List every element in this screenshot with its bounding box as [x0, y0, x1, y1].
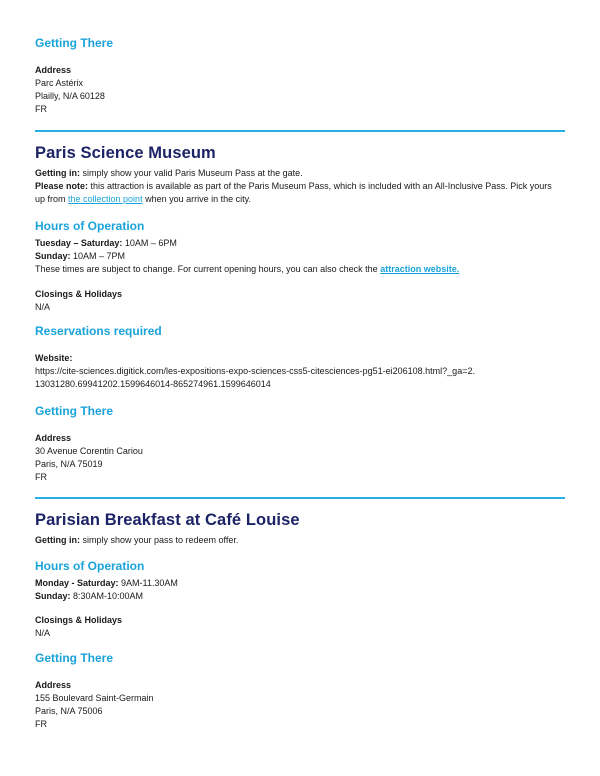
- address-line-1: 30 Avenue Corentin Cariou: [35, 446, 143, 456]
- hours-days: Sunday:: [35, 591, 71, 601]
- please-note-line: [35, 180, 552, 193]
- hours-heading: Hours of Operation: [35, 219, 145, 233]
- address-line-3: FR: [35, 719, 47, 729]
- address-line-2: Paris, N/A 75019: [35, 459, 103, 469]
- address-line-1: Parc Astérix: [35, 78, 84, 88]
- hours-days: Tuesday – Saturday:: [35, 238, 123, 248]
- hours-row: [35, 237, 177, 250]
- section-title-cafe-louise: Parisian Breakfast at Café Louise: [35, 511, 300, 529]
- address-line-2: Paris, N/A 75006: [35, 706, 103, 716]
- address-line-2: Plailly, N/A 60128: [35, 91, 105, 101]
- hours-time: 10AM – 6PM: [122, 238, 177, 248]
- getting-in-text: simply show your valid Paris Museum Pass at the gate.: [80, 168, 303, 178]
- please-note-label: Please note:: [35, 181, 89, 191]
- address-line-3: FR: [35, 472, 47, 482]
- hours-days: Monday - Saturday:: [35, 578, 119, 588]
- hours-row: [35, 577, 178, 590]
- hours-time: 9AM-11.30AM: [118, 578, 178, 588]
- website-url-line-1: https://cite-sciences.digitick.com/les-expositions-expo-sciences-css5-citesciences-pg51-ei206108.html?_ga=2.: [35, 366, 475, 376]
- address-line-1: 155 Boulevard Saint-Germain: [35, 693, 154, 703]
- website-url-line-2: 13031280.69941202.1599646014-865274961.1599646014: [35, 379, 271, 389]
- note-text-start: up from: [35, 194, 69, 204]
- hours-row: [35, 250, 125, 263]
- hours-time: 8:30AM-10:00AM: [70, 591, 144, 601]
- hours-row: [35, 590, 143, 603]
- collection-point-link[interactable]: the collection point: [68, 194, 143, 204]
- hours-days: Sunday:: [35, 251, 71, 261]
- attraction-website-link[interactable]: attraction website.: [380, 264, 460, 274]
- getting-in-line: [35, 534, 238, 547]
- please-note-text: this attraction is available as part of the Paris Museum Pass, which is included with an All-Inclusive Pass. Pick yours: [88, 181, 552, 191]
- hours-note-line: [35, 263, 459, 276]
- closings-value: N/A: [35, 302, 51, 312]
- website-label: Website:: [35, 353, 73, 363]
- getting-in-label: Getting in:: [35, 168, 80, 178]
- closings-value: N/A: [35, 628, 51, 638]
- getting-there-heading: Getting There: [35, 404, 114, 418]
- address-label: Address: [35, 65, 72, 75]
- closings-label: Closings & Holidays: [35, 289, 123, 299]
- section-title-paris-science-museum: Paris Science Museum: [35, 144, 216, 162]
- hours-note: These times are subject to change. For current opening hours, you can also check the: [35, 264, 381, 274]
- address-label: Address: [35, 680, 72, 690]
- getting-there-heading: Getting There: [35, 36, 114, 50]
- collection-point-line: [35, 193, 251, 206]
- hours-heading: Hours of Operation: [35, 559, 145, 573]
- closings-label: Closings & Holidays: [35, 615, 123, 625]
- address-label: Address: [35, 433, 72, 443]
- hours-time: 10AM – 7PM: [70, 251, 126, 261]
- section-divider: [35, 497, 565, 499]
- getting-in-line: [35, 167, 303, 180]
- getting-in-text: simply show your pass to redeem offer.: [80, 535, 239, 545]
- reservations-heading: Reservations required: [35, 324, 162, 338]
- note-text-end: when you arrive in the city.: [142, 194, 251, 204]
- getting-there-heading: Getting There: [35, 651, 114, 665]
- address-line-3: FR: [35, 104, 47, 114]
- section-divider: [35, 130, 565, 132]
- getting-in-label: Getting in:: [35, 535, 80, 545]
